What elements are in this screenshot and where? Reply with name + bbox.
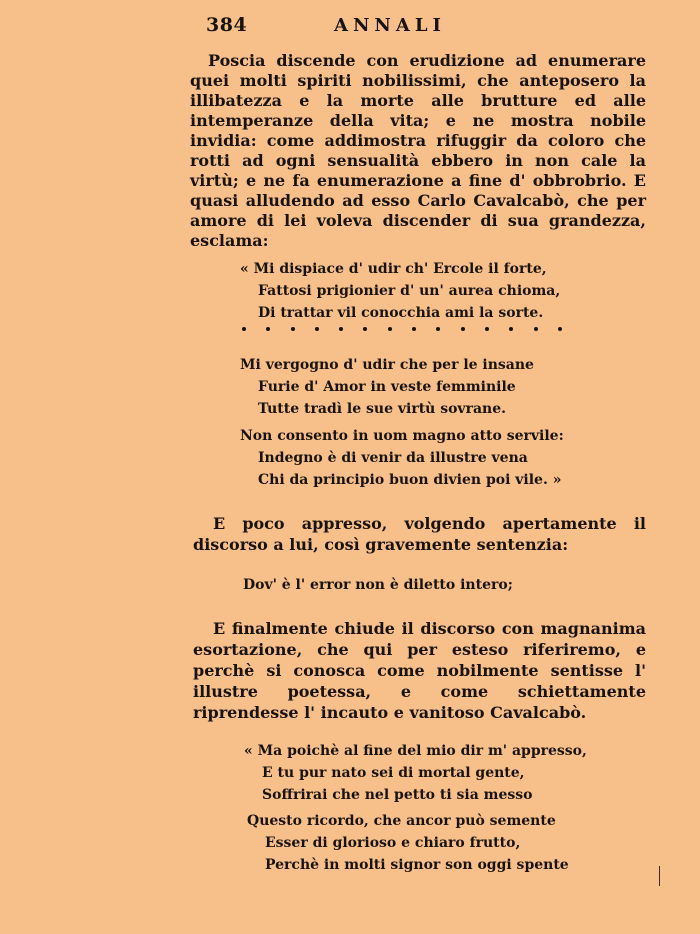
verse-line: Non consento in uom magno atto servile: xyxy=(240,428,564,444)
dot xyxy=(363,327,367,331)
dot xyxy=(461,327,465,331)
dot xyxy=(266,327,270,331)
paragraph-enumeration: Poscia discende con erudizione ad enumerare quei molti spiriti nobilissimi, che anteposero la illibatezza e la morte alle brutture ed alle intemperanze della vita; e ne mostra nobile invidia: come addimostra rifuggir da coloro che rotti ad ogni sensualità ebbero in non cale la virtù; e ne fa enumerazione a fine d' obbrobrio. E quasi alludendo ad esso Carlo Cavalcabò, che per amore di lei voleva discender di sua grandezza, esclama: xyxy=(190,51,646,250)
verse-line: « Mi dispiace d' udir ch' Ercole il forte, xyxy=(240,261,547,277)
verse-line: Fattosi prigionier d' un' aurea chioma, xyxy=(258,283,561,299)
verse-line: Tutte tradì le sue virtù sovrane. xyxy=(258,401,506,417)
dot xyxy=(315,327,319,331)
verse-line: Perchè in molti signor son oggi spente xyxy=(265,857,569,873)
dot xyxy=(339,327,343,331)
page-number: 384 xyxy=(206,14,248,36)
verse-stanza-4 xyxy=(244,740,587,806)
verse-single-line xyxy=(243,574,513,596)
dot xyxy=(534,327,538,331)
dot xyxy=(242,327,246,331)
dot xyxy=(291,327,295,331)
verse-line: Indegno è di venir da illustre vena xyxy=(258,450,528,466)
dot xyxy=(558,327,562,331)
verse-line: Dov' è l' error non è diletto intero; xyxy=(243,577,513,593)
verse-stanza-2 xyxy=(240,354,534,420)
running-head: ANNALI xyxy=(334,15,446,36)
dot xyxy=(485,327,489,331)
verse-line: Chi da principio buon divien poi vile. » xyxy=(258,472,562,488)
omission-dots xyxy=(242,327,562,331)
verse-stanza-5 xyxy=(247,810,569,876)
verse-line: « Ma poichè al fine del mio dir m' appresso, xyxy=(244,743,587,759)
verse-line: E tu pur nato sei di mortal gente, xyxy=(262,765,525,781)
dot xyxy=(388,327,392,331)
verse-line: Questo ricordo, che ancor può semente xyxy=(247,813,556,829)
paragraph-sentence: E poco appresso, volgendo apertamente il discorso a lui, così gravemente sentenzia: xyxy=(193,514,646,554)
verse-line: Di trattar vil conocchia ami la sorte. xyxy=(258,305,544,321)
verse-stanza-3 xyxy=(240,425,564,491)
verse-line: Esser di glorioso e chiaro frutto, xyxy=(265,835,521,851)
verse-line: Soffrirai che nel petto ti sia messo xyxy=(262,787,533,803)
verse-line: Furie d' Amor in veste femminile xyxy=(258,379,516,395)
dot xyxy=(509,327,513,331)
margin-mark xyxy=(659,866,660,886)
page-header xyxy=(206,14,506,38)
paragraph-exhortation: E finalmente chiude il discorso con magnanima esortazione, che qui per esteso riferiremo, e perchè si conosca come nobilmente sentisse l' illustre poetessa, e come schiettamente riprendesse l' incauto e vanitoso Cavalcabò. xyxy=(193,619,646,722)
verse-stanza-1 xyxy=(240,258,560,324)
dot xyxy=(412,327,416,331)
dot xyxy=(436,327,440,331)
verse-line: Mi vergogno d' udir che per le insane xyxy=(240,357,534,373)
